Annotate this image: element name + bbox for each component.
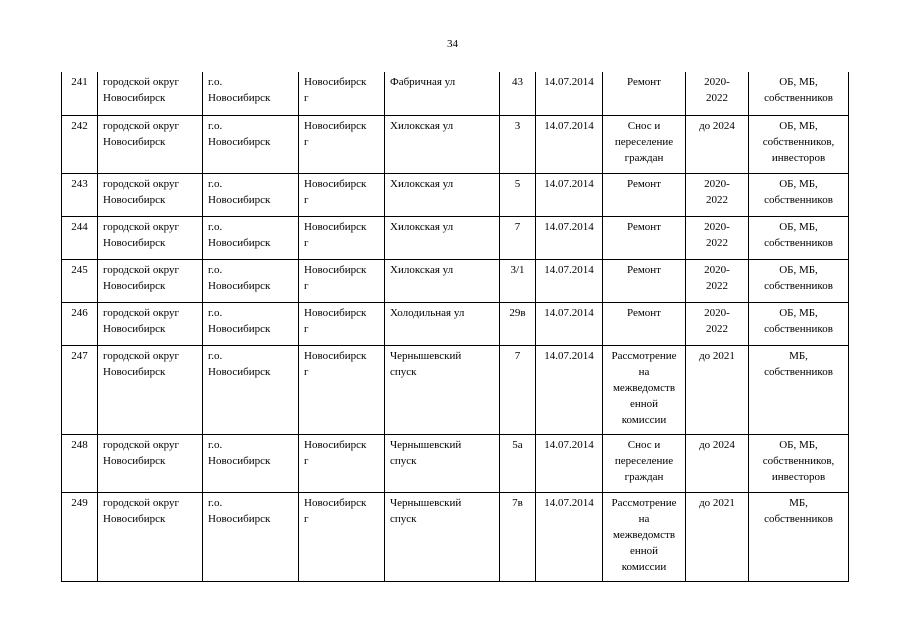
district-cell [98, 216, 203, 259]
row-number-text: 246 [71, 306, 88, 319]
house-number-cell [500, 302, 536, 345]
date-cell [536, 345, 603, 434]
municipality-cell [203, 302, 299, 345]
municipality-text: г.о. Новосибирск [208, 220, 271, 249]
funding-text: ОБ, МБ, собственников [764, 177, 833, 206]
funding-text: МБ, собственников [764, 496, 833, 525]
funding-cell [749, 173, 849, 216]
house-number-cell [500, 259, 536, 302]
housing-registry-table [61, 72, 849, 582]
locality-cell [299, 173, 385, 216]
row-number-cell [62, 216, 98, 259]
district-cell [98, 259, 203, 302]
locality-cell [299, 434, 385, 492]
funding-cell [749, 434, 849, 492]
date-cell [536, 72, 603, 115]
action-cell [603, 345, 686, 434]
funding-text: ОБ, МБ, собственников [764, 263, 833, 292]
period-text: 2020- 2022 [704, 263, 730, 292]
period-cell [686, 72, 749, 115]
action-text: Ремонт [626, 263, 661, 276]
street-cell [385, 434, 500, 492]
district-text: городской округ Новосибирск [103, 306, 180, 335]
funding-text: ОБ, МБ, собственников [764, 306, 833, 335]
locality-cell [299, 72, 385, 115]
house-number-text: 3/1 [510, 263, 525, 276]
district-cell [98, 115, 203, 173]
house-number-text: 7 [514, 349, 521, 362]
period-text: 2020- 2022 [704, 306, 730, 335]
row-number-cell [62, 173, 98, 216]
period-cell [686, 173, 749, 216]
period-cell [686, 259, 749, 302]
house-number-text: 5 [514, 177, 521, 190]
period-text: 2020- 2022 [704, 76, 730, 104]
action-cell [603, 302, 686, 345]
action-text: Рассмотрение на межведомств енной комиссии [611, 496, 677, 573]
table-row [62, 492, 849, 581]
district-cell [98, 434, 203, 492]
municipality-text: г.о. Новосибирск [208, 349, 271, 378]
locality-text: Новосибирск г [304, 306, 367, 335]
municipality-text: г.о. Новосибирск [208, 119, 271, 148]
funding-text: МБ, собственников [764, 349, 833, 378]
date-text: 14.07.2014 [544, 119, 594, 132]
locality-text: Новосибирск г [304, 119, 367, 148]
table-row [62, 345, 849, 434]
period-cell [686, 302, 749, 345]
period-text: 2020- 2022 [704, 220, 730, 249]
period-text: до 2021 [699, 349, 735, 362]
street-text: Чернышевский спуск [390, 349, 462, 378]
funding-text: ОБ, МБ, собственников, инвесторов [762, 119, 835, 164]
date-cell [536, 302, 603, 345]
period-text: до 2021 [699, 496, 735, 509]
row-number-cell [62, 72, 98, 115]
date-cell [536, 173, 603, 216]
house-number-cell [500, 216, 536, 259]
row-number-text: 244 [71, 220, 88, 233]
locality-cell [299, 216, 385, 259]
row-number-text: 242 [71, 119, 88, 132]
locality-cell [299, 302, 385, 345]
street-text: Чернышевский спуск [390, 496, 462, 525]
house-number-text: 29в [509, 306, 526, 319]
action-text: Ремонт [626, 220, 661, 233]
date-text: 14.07.2014 [544, 177, 594, 190]
funding-text: ОБ, МБ, собственников, инвесторов [762, 438, 835, 483]
date-text: 14.07.2014 [544, 438, 594, 451]
table-row [62, 434, 849, 492]
municipality-cell [203, 259, 299, 302]
table-body [62, 72, 849, 581]
action-cell [603, 72, 686, 115]
house-number-cell [500, 492, 536, 581]
table-row [62, 302, 849, 345]
table-row [62, 173, 849, 216]
row-number-cell [62, 434, 98, 492]
row-number-cell [62, 345, 98, 434]
street-text: Хилокская ул [390, 220, 454, 233]
date-text: 14.07.2014 [544, 349, 594, 362]
funding-cell [749, 72, 849, 115]
funding-cell [749, 115, 849, 173]
district-text: городской округ Новосибирск [103, 349, 180, 378]
locality-text: Новосибирск г [304, 76, 367, 104]
action-text: Ремонт [626, 306, 661, 319]
action-cell [603, 259, 686, 302]
street-cell [385, 216, 500, 259]
municipality-cell [203, 72, 299, 115]
municipality-text: г.о. Новосибирск [208, 177, 271, 206]
date-cell [536, 216, 603, 259]
row-number-text: 247 [71, 349, 88, 362]
row-number-cell [62, 115, 98, 173]
funding-cell [749, 345, 849, 434]
street-text: Хилокская ул [390, 177, 454, 190]
district-cell [98, 72, 203, 115]
municipality-text: г.о. Новосибирск [208, 306, 271, 335]
municipality-cell [203, 345, 299, 434]
action-text: Снос и переселение граждан [614, 438, 674, 483]
table-row [62, 115, 849, 173]
action-text: Снос и переселение граждан [614, 119, 674, 164]
street-text: Чернышевский спуск [390, 438, 462, 467]
row-number-text: 245 [71, 263, 88, 276]
period-cell [686, 434, 749, 492]
district-text: городской округ Новосибирск [103, 119, 180, 148]
locality-text: Новосибирск г [304, 496, 367, 525]
period-cell [686, 345, 749, 434]
period-cell [686, 216, 749, 259]
house-number-cell [500, 72, 536, 115]
action-text: Рассмотрение на межведомств енной комиссии [611, 349, 677, 426]
period-text: до 2024 [699, 119, 735, 132]
house-number-cell [500, 345, 536, 434]
table-row [62, 259, 849, 302]
date-text: 14.07.2014 [544, 496, 594, 509]
funding-cell [749, 492, 849, 581]
house-number-cell [500, 115, 536, 173]
date-text: 14.07.2014 [544, 263, 594, 276]
municipality-cell [203, 115, 299, 173]
street-text: Хилокская ул [390, 263, 454, 276]
action-cell [603, 115, 686, 173]
action-cell [603, 216, 686, 259]
street-cell [385, 72, 500, 115]
funding-text: ОБ, МБ, собственников [764, 76, 833, 104]
locality-cell [299, 345, 385, 434]
street-text: Холодильная ул [390, 306, 465, 319]
locality-text: Новосибирск г [304, 263, 367, 292]
funding-cell [749, 302, 849, 345]
period-cell [686, 115, 749, 173]
house-number-text: 43 [512, 76, 523, 88]
house-number-text: 3 [514, 119, 521, 132]
action-text: Ремонт [626, 177, 661, 190]
row-number-text: 241 [71, 76, 88, 88]
house-number-text: 7 [514, 220, 521, 233]
locality-text: Новосибирск г [304, 220, 367, 249]
district-cell [98, 173, 203, 216]
date-text: 14.07.2014 [544, 76, 594, 88]
locality-cell [299, 115, 385, 173]
street-cell [385, 345, 500, 434]
table-row [62, 216, 849, 259]
locality-text: Новосибирск г [304, 349, 367, 378]
period-text: до 2024 [699, 438, 735, 451]
street-cell [385, 492, 500, 581]
locality-text: Новосибирск г [304, 438, 367, 467]
house-number-text: 5а [512, 438, 523, 451]
street-cell [385, 115, 500, 173]
municipality-text: г.о. Новосибирск [208, 496, 271, 525]
municipality-text: г.о. Новосибирск [208, 438, 271, 467]
district-cell [98, 492, 203, 581]
municipality-text: г.о. Новосибирск [208, 263, 271, 292]
date-cell [536, 259, 603, 302]
row-number-cell [62, 259, 98, 302]
action-cell [603, 173, 686, 216]
row-number-text: 249 [71, 496, 88, 509]
district-cell [98, 345, 203, 434]
page-number: 34 [447, 38, 458, 50]
period-text: 2020- 2022 [704, 177, 730, 206]
date-cell [536, 434, 603, 492]
funding-cell [749, 259, 849, 302]
funding-cell [749, 216, 849, 259]
municipality-cell [203, 173, 299, 216]
date-cell [536, 115, 603, 173]
street-text: Хилокская ул [390, 119, 454, 132]
row-number-text: 243 [71, 177, 88, 190]
house-number-cell [500, 173, 536, 216]
street-cell [385, 173, 500, 216]
district-text: городской округ Новосибирск [103, 438, 180, 467]
district-text: городской округ Новосибирск [103, 76, 180, 104]
table-row [62, 72, 849, 115]
period-cell [686, 492, 749, 581]
district-cell [98, 302, 203, 345]
locality-text: Новосибирск г [304, 177, 367, 206]
row-number-cell [62, 492, 98, 581]
date-text: 14.07.2014 [544, 220, 594, 233]
municipality-text: г.о. Новосибирск [208, 76, 271, 104]
street-cell [385, 259, 500, 302]
row-number-cell [62, 302, 98, 345]
district-text: городской округ Новосибирск [103, 220, 180, 249]
row-number-text: 248 [71, 438, 88, 451]
municipality-cell [203, 492, 299, 581]
house-number-cell [500, 434, 536, 492]
locality-cell [299, 259, 385, 302]
date-cell [536, 492, 603, 581]
locality-cell [299, 492, 385, 581]
action-cell [603, 492, 686, 581]
action-text: Ремонт [626, 76, 661, 88]
district-text: городской округ Новосибирск [103, 496, 180, 525]
street-cell [385, 302, 500, 345]
action-cell [603, 434, 686, 492]
date-text: 14.07.2014 [544, 306, 594, 319]
municipality-cell [203, 434, 299, 492]
street-text: Фабричная ул [390, 76, 456, 88]
district-text: городской округ Новосибирск [103, 263, 180, 292]
house-number-text: 7в [512, 496, 523, 509]
municipality-cell [203, 216, 299, 259]
district-text: городской округ Новосибирск [103, 177, 180, 206]
funding-text: ОБ, МБ, собственников [764, 220, 833, 249]
